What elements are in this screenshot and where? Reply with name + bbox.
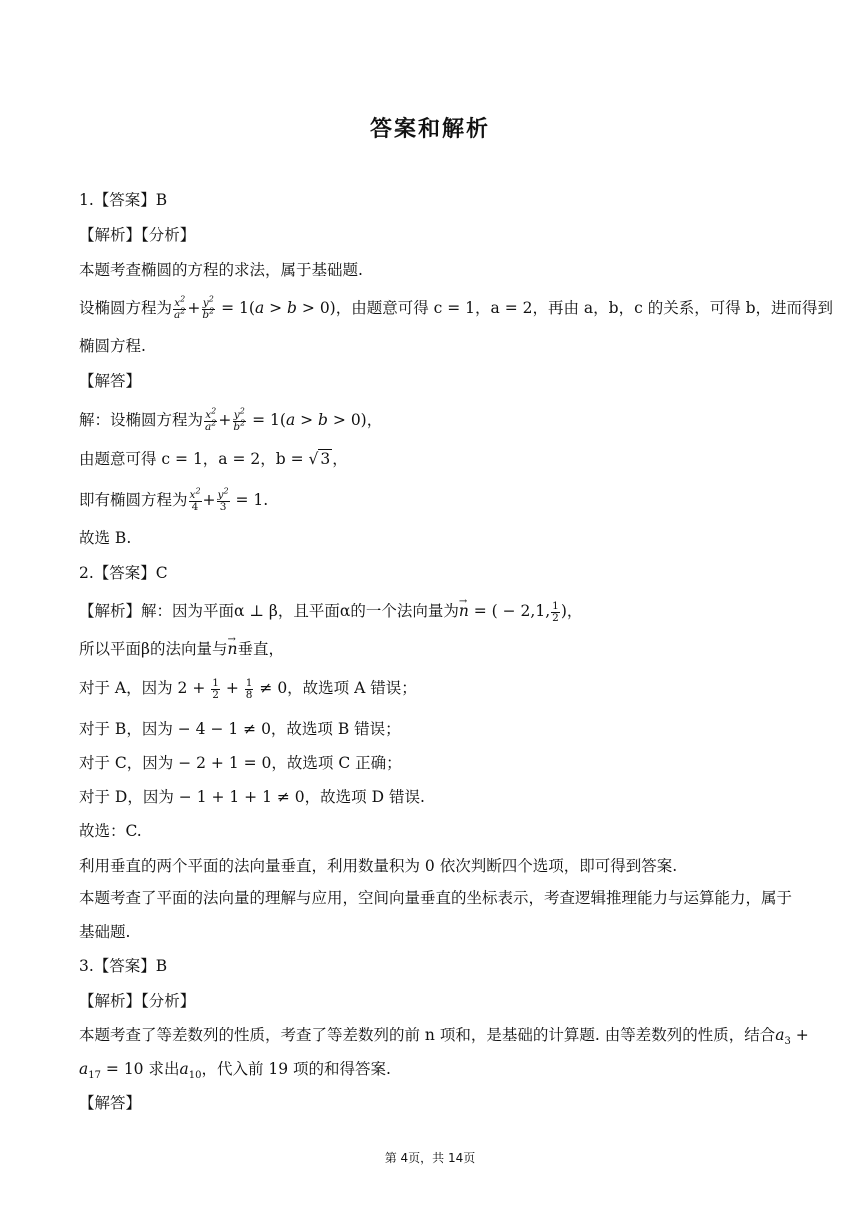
q2-line-2 xyxy=(79,638,284,660)
fraction: $\frac{y^2}{b^2}$ xyxy=(202,294,215,321)
q2-answer: 2.【答案】C xyxy=(79,564,168,582)
q2-line-4: 对于 B，因为 − 4 − 1 ≠ 0，故选项 B 错误； xyxy=(79,720,401,738)
q1-analysis-tag: 【解析】【分析】 xyxy=(79,226,196,244)
q3-solution-tag: 【解答】 xyxy=(79,1094,142,1112)
q1-paragraph-3: 椭圆方程. xyxy=(79,337,146,355)
q2-line-10: 基础题. xyxy=(79,923,131,941)
page-title: 答案和解析 xyxy=(369,117,490,142)
q2-line-7: 故选：C. xyxy=(79,822,142,840)
q3-line-2: $a_{17} = 10$ 求出$a_{10}$，代入前 19 项的和得答案. xyxy=(79,1060,391,1082)
text: 由题意可得 c = 1，a = 2，b = xyxy=(79,450,309,468)
fraction: $\frac{x^2}{4}$ xyxy=(189,486,201,513)
fraction: $\frac{x^2}{a^2}$ xyxy=(174,294,186,321)
q1-solution-tag: 【解答】 xyxy=(79,372,142,390)
fraction: $\frac{y^2}{3}$ xyxy=(217,486,229,513)
text: . xyxy=(263,491,269,509)
q2-line-9: 本题考查了平面的法向量的理解与应用，空间向量垂直的坐标表示，考查逻辑推理能力与运算能力，属于 xyxy=(79,889,793,907)
q1-solution-3: 即有椭圆方程为 $\frac{x^2}{4}$ + $\frac{y^2}{3}$ = 1. xyxy=(79,486,269,513)
text: ， xyxy=(332,450,348,468)
text: 垂直， xyxy=(237,640,284,658)
q1-solution-2 xyxy=(79,448,348,470)
page-footer: 第 4页，共 14页 xyxy=(384,1151,476,1165)
fraction: $\frac{y^2}{b^2}$ xyxy=(233,406,246,433)
q1-solution-1: 解：设椭圆方程为 $\frac{x^2}{a^2}$ + $\frac{y^2}{b^2}$ = 1(a > b > 0)， xyxy=(79,406,383,433)
text: ≠ 0，故选项 A 错误； xyxy=(254,679,417,697)
vector-n: → n xyxy=(459,600,469,622)
q2-line-5: 对于 C，因为 − 2 + 1 = 0，故选项 C 正确； xyxy=(79,754,402,772)
fraction: $\frac{1}{2}$ xyxy=(552,599,559,624)
q2-line-8: 利用垂直的两个平面的法向量垂直，利用数量积为 0 依次判断四个选项，即可得到答案. xyxy=(79,857,678,875)
q1-paragraph-1: 本题考查椭圆的方程的求法，属于基础题. xyxy=(79,261,363,279)
text: 对于 A，因为 2 + xyxy=(79,679,211,697)
q3-answer: 3.【答案】B xyxy=(79,957,168,975)
q3-analysis-tag: 【解析】【分析】 xyxy=(79,992,196,1010)
fraction: $\frac{1}{8}$ xyxy=(245,676,253,701)
text: 解：设椭圆方程为 xyxy=(79,411,204,429)
q2-line-3: 对于 A，因为 2 + $\frac{1}{2}$ + $\frac{1}{8}$ ≠ 0，故选项 A 错误； xyxy=(79,676,417,701)
text: ，代入前 19 项的和得答案. xyxy=(201,1060,391,1078)
q1-paragraph-2: 设椭圆方程为 $\frac{x^2}{a^2}$ + $\frac{y^2}{b^2}$ = 1(a > b > 0)，由题意可得 c = 1，a = 2，再由 a，b，c 的关系，可得 b，进而得到 xyxy=(79,294,834,321)
q2-line-6: 对于 D，因为 − 1 + 1 + 1 ≠ 0，故选项 D 错误. xyxy=(79,788,425,806)
fraction: $\frac{1}{2}$ xyxy=(212,676,219,701)
q2-line-1: 【解析】解：因为平面α ⊥ β，且平面α的一个法向量为→ n = ( − 2,1, $\frac{1}{2}$ )， xyxy=(79,600,582,624)
text: 本题考查了等差数列的性质，考查了等差数列的前 n 项和，是基础的计算题. 由等差数列的性质，结合 xyxy=(79,1026,776,1044)
q3-line-1: 本题考查了等差数列的性质，考查了等差数列的前 n 项和，是基础的计算题. 由等差数列的性质，结合$a_3$ + xyxy=(79,1026,809,1048)
text: = 10 求出 xyxy=(100,1060,180,1078)
text: 设椭圆方程为 xyxy=(79,299,173,317)
text: ，由题意可得 c = 1，a = 2，再由 a，b，c 的关系，可得 b，进而得到 xyxy=(335,299,834,317)
fraction: $\frac{x^2}{a^2}$ xyxy=(205,406,217,433)
q1-solution-4: 故选 B. xyxy=(79,529,132,547)
text: ， xyxy=(366,411,383,429)
text: ， xyxy=(566,602,583,620)
sqrt-3: √ 3 xyxy=(308,450,331,468)
q1-answer: 1.【答案】B xyxy=(79,191,168,209)
text: 即有椭圆方程为 xyxy=(79,491,188,509)
vector-n: → n xyxy=(227,638,237,660)
text: 所以平面β的法向量与 xyxy=(79,640,228,658)
text: 【解析】解：因为平面α ⊥ β，且平面α的一个法向量为 xyxy=(79,602,459,620)
